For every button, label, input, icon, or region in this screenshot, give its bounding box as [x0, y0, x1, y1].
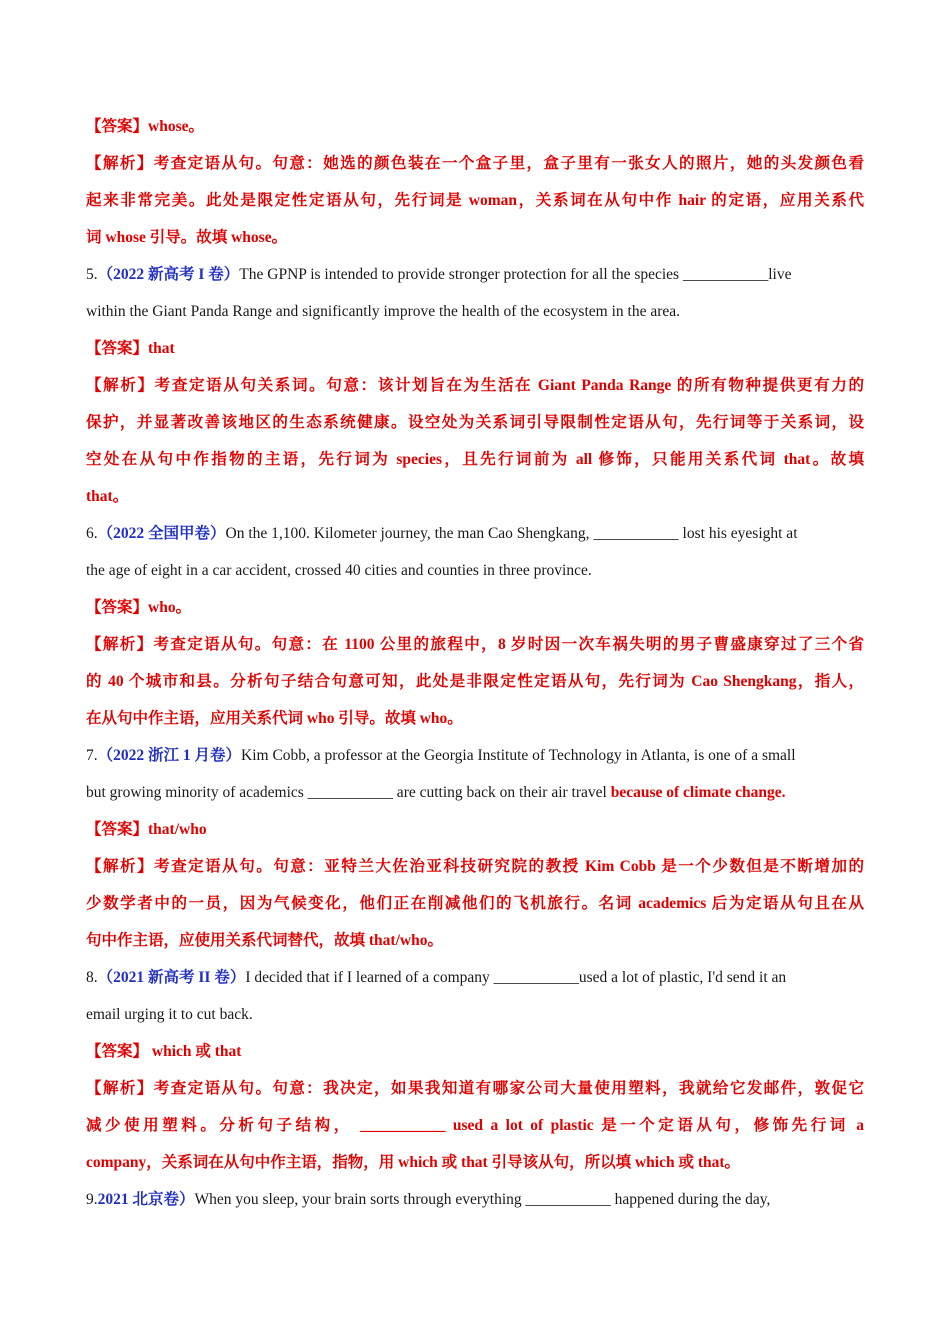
q7-source: （2022 浙江 1 月卷）	[97, 747, 242, 764]
q6-text-1: On the 1,100. Kilometer journey, the man Cao Shengkang, ___________ lost his eyesight at	[225, 525, 798, 542]
q5-analysis-line-4: that。	[86, 488, 129, 505]
q9-number: 9.	[86, 1191, 98, 1208]
q8-answer: 【答案】 which 或 that	[86, 1043, 242, 1060]
q5-text-1: The GPNP is intended to provide stronger protection for all the species ___________live	[239, 266, 792, 283]
q7-analysis-line-3: 句中作主语，应使用关系代词替代，故填 that/who。	[86, 932, 443, 949]
q8-analysis-line-2: 减少使用塑料。分析句子结构， ___________ used a lot of plastic 是一个定语从句，修饰先行词 a	[86, 1117, 864, 1134]
q6-analysis-line-1: 【解析】考查定语从句。句意：在 1100 公里的旅程中，8 岁时因一次车祸失明的男子曹盛康穿过了三个省	[86, 636, 864, 653]
q7-question-line-2	[86, 774, 864, 811]
q7-analysis-line-1: 【解析】考查定语从句。句意：亚特兰大佐治亚科技研究院的教授 Kim Cobb 是一个少数但是不断增加的	[86, 858, 864, 875]
q5-source: （2022 新高考 I 卷）	[97, 266, 240, 283]
q4-analysis-line-1: 【解析】考查定语从句。句意：她选的颜色装在一个盒子里，盒子里有一张女人的照片，她的头发颜色看	[86, 155, 864, 172]
q8-question-line-2: email urging it to cut back.	[86, 1006, 253, 1023]
document-page	[86, 108, 864, 1218]
q5-analysis-line-1: 【解析】考查定语从句关系词。句意：该计划旨在为生活在 Giant Panda Range 的所有物种提供更有力的	[86, 377, 864, 394]
q6-answer: 【答案】who。	[86, 599, 192, 616]
q8-question-line-1	[86, 959, 864, 996]
q6-analysis-line-3: 在从句中作主语，应用关系代词 who 引导。故填 who。	[86, 710, 463, 727]
q7-answer: 【答案】that/who	[86, 821, 207, 838]
q7-number: 7.	[86, 747, 98, 764]
q8-analysis-line-3: company，关系词在从句中作主语，指物，用 which 或 that 引导该从句，所以填 which 或 that。	[86, 1154, 741, 1171]
q5-question-line-2: within the Giant Panda Range and significantly improve the health of the ecosystem in the area.	[86, 303, 680, 320]
q5-number: 5.	[86, 266, 98, 283]
q7-analysis-line-2: 少数学者中的一员，因为气候变化，他们正在削减他们的飞机旅行。名词 academics 后为定语从句且在从	[86, 895, 864, 912]
q6-source: （2022 全国甲卷）	[97, 525, 226, 542]
q9-source: 2021 北京卷）	[97, 1191, 195, 1208]
q6-question-line-1	[86, 515, 864, 552]
q8-number: 8.	[86, 969, 98, 986]
q7-text-2: but growing minority of academics ___________ are cutting back on their air travel	[86, 784, 611, 801]
q8-source: （2021 新高考 II 卷）	[97, 969, 246, 986]
q5-analysis-line-2: 保护，并显著改善该地区的生态系统健康。设空处为关系词引导限制性定语从句，先行词等于关系词，设	[86, 414, 864, 431]
q7-text-2-highlight: because of climate change.	[610, 784, 786, 801]
q4-analysis-line-3: 词 whose 引导。故填 whose。	[86, 229, 288, 246]
q6-analysis-line-2: 的 40 个城市和县。分析句子结合句意可知，此处是非限定性定语从句，先行词为 Cao Shengkang，指人，	[86, 673, 864, 690]
q4-answer: 【答案】whose。	[86, 118, 204, 135]
q8-analysis-line-1: 【解析】考查定语从句。句意：我决定，如果我知道有哪家公司大量使用塑料，我就给它发邮件，敦促它	[86, 1080, 864, 1097]
q9-text-1: When you sleep, your brain sorts through everything ___________ happened during the day,	[194, 1191, 771, 1208]
q7-question-line-1	[86, 737, 864, 774]
q9-question-line-1	[86, 1181, 864, 1218]
q8-text-1: I decided that if I learned of a company ___________used a lot of plastic, I'd send it an	[245, 969, 787, 986]
q5-analysis-line-3: 空处在从句中作指物的主语，先行词为 species，且先行词前为 all 修饰，只能用关系代词 that。故填	[86, 451, 864, 468]
q5-question-line-1	[86, 256, 864, 293]
q6-question-line-2: the age of eight in a car accident, crossed 40 cities and counties in three province.	[86, 562, 592, 579]
q6-number: 6.	[86, 525, 98, 542]
q5-answer: 【答案】that	[86, 340, 175, 357]
q4-analysis-line-2: 起来非常完美。此处是限定性定语从句，先行词是 woman，关系词在从句中作 hair 的定语，应用关系代	[86, 192, 864, 209]
q7-text-1: Kim Cobb, a professor at the Georgia Institute of Technology in Atlanta, is one of a small	[241, 747, 796, 764]
